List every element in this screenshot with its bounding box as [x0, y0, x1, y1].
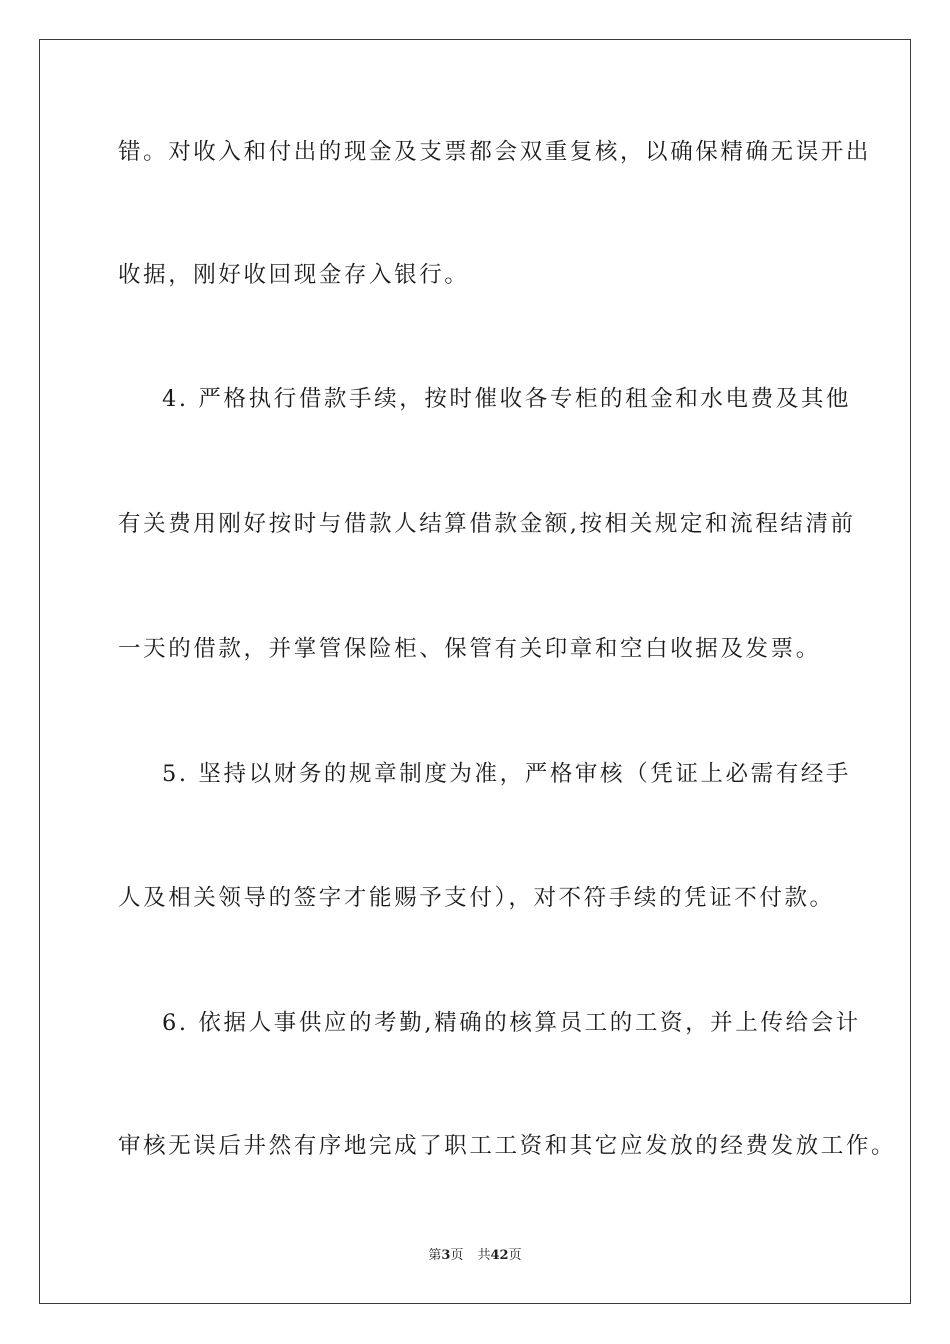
text-line-9: 审核无误后井然有序地完成了职工工资和其它应发放的经费发放工作。	[118, 1133, 897, 1159]
total-prefix: 共	[477, 1248, 491, 1263]
page-number: 3	[441, 1248, 451, 1263]
text-line-4: 有关费用刚好按时与借款人结算借款金额,按相关规定和流程结清前	[118, 511, 856, 537]
text-line-1: 错。对收入和付出的现金及支票都会双重复核，以确保精确无误开出	[118, 139, 872, 165]
text-line-2: 收据，刚好收回现金存入银行。	[118, 262, 470, 288]
text-line-6: 5. 坚持以财务的规章制度为准，严格审核（凭证上必需有经手	[162, 761, 852, 787]
page-border	[39, 39, 911, 1304]
page-prefix: 第	[428, 1248, 442, 1263]
text-line-3: 4. 严格执行借款手续，按时催收各专柜的租金和水电费及其他	[162, 386, 852, 412]
text-line-5: 一天的借款，并掌管保险柜、保管有关印章和空白收据及发票。	[118, 636, 821, 662]
total-pages: 42	[490, 1248, 509, 1263]
total-suffix: 页	[508, 1248, 522, 1263]
page-suffix: 页	[450, 1248, 464, 1263]
text-line-8: 6. 依据人事供应的考勤,精确的核算员工的工资，并上传给会计	[162, 1010, 861, 1036]
page-footer	[0, 1247, 950, 1265]
text-line-7: 人及相关领导的签字才能赐予支付），对不符手续的凭证不付款。	[118, 885, 835, 911]
